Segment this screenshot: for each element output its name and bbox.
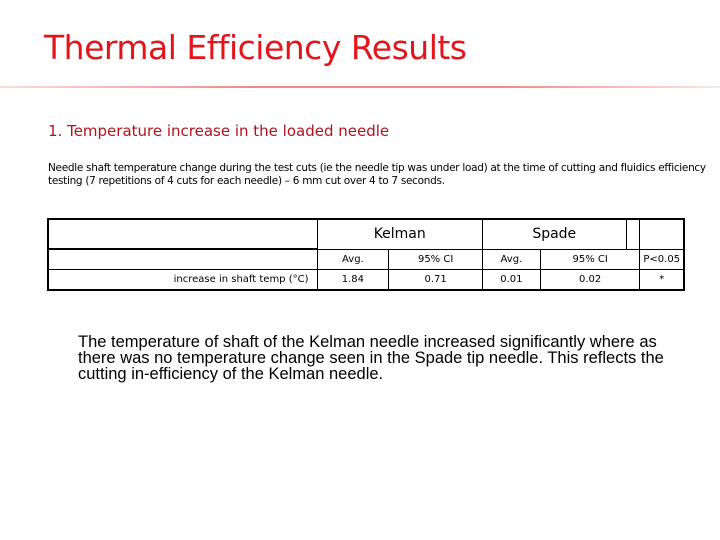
slide-title: Thermal Efficiency Results bbox=[44, 28, 467, 67]
table-cell: 1.84 bbox=[317, 270, 389, 291]
table-row bbox=[48, 270, 684, 291]
table-cell: 0.01 bbox=[482, 270, 540, 291]
group-header-kelman: Kelman bbox=[317, 219, 482, 249]
column-header: Avg. bbox=[482, 249, 540, 270]
column-header: 95% CI bbox=[389, 249, 483, 270]
column-header: Avg. bbox=[317, 249, 389, 270]
table-cell: 0.02 bbox=[540, 270, 640, 291]
title-divider bbox=[0, 86, 720, 88]
table-empty-label-cell bbox=[48, 249, 317, 270]
table-spacer-cell bbox=[626, 219, 640, 249]
table-cell: 0.71 bbox=[389, 270, 483, 291]
group-header-spade: Spade bbox=[482, 219, 626, 249]
section-description: Needle shaft temperature change during the test cuts (ie the needle tip was under load) at the time of cutting and fluidics efficiency testing (7 repetitions of 4 cuts for each needle) – 6 mm cut over 4 to 7 seconds. bbox=[48, 162, 706, 187]
summary-text: The temperature of shaft of the Kelman needle increased significantly where as there was no temperature change seen in the Spade tip needle. This reflects the cutting in-efficiency of the Kelman needle. bbox=[78, 333, 664, 383]
column-header: 95% CI bbox=[540, 249, 640, 270]
column-header: P<0.05 bbox=[640, 249, 684, 270]
table-empty-header-cell bbox=[640, 219, 684, 249]
results-table bbox=[47, 218, 685, 291]
row-label: increase in shaft temp (°C) bbox=[48, 270, 317, 291]
table-corner-cell bbox=[48, 219, 317, 249]
significance-mark: * bbox=[640, 270, 684, 291]
section-heading: 1. Temperature increase in the loaded needle bbox=[48, 122, 390, 140]
